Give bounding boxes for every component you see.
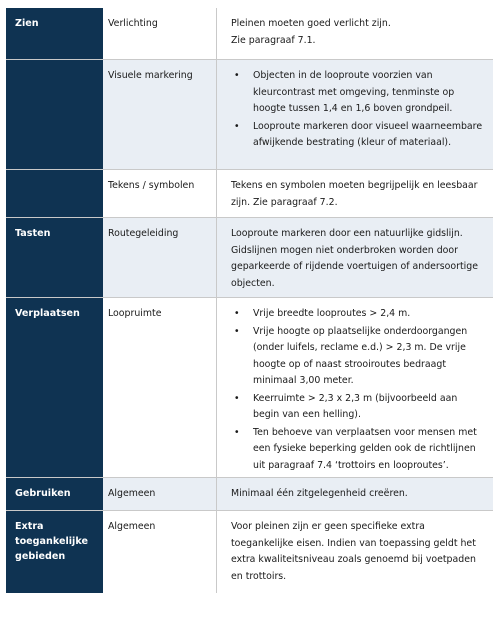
table-row	[6, 298, 493, 478]
subject-cell: Tekens / symbolen	[103, 170, 217, 217]
table-row	[6, 60, 493, 170]
description-cell	[217, 511, 493, 593]
category-cell: Verplaatsen	[6, 298, 103, 477]
bullet-item: • Looproute markeren door visueel waarneembare afwijkende bestrating (kleur of materiaal).	[231, 119, 485, 152]
bullet-list	[231, 68, 485, 152]
bullet-item: • Vrije breedte looproutes > 2,4 m.	[231, 306, 485, 323]
subject-cell: Algemeen	[103, 511, 217, 593]
table-row	[6, 478, 493, 511]
subject-cell: Visuele markering	[103, 60, 217, 169]
table-row	[6, 8, 493, 60]
bullet-item: • Objecten in de looproute voorzien van kleurcontrast met omgeving, tenminste op hoogte tussen 1,4 en 1,6 boven grondpeil.	[231, 68, 485, 118]
description-cell	[217, 170, 493, 217]
description-text: Voor pleinen zijn er geen specifieke extra toegankelijke eisen. Indien van toepassing geldt het extra kwaliteitsniveau zoals genoemd bij voetpaden en trottoirs.	[231, 521, 476, 582]
table-row	[6, 170, 493, 218]
category-cell	[6, 170, 103, 217]
description-text: Zie paragraaf 7.1.	[231, 34, 316, 46]
description-text: Tekens en symbolen moeten begrijpelijk en leesbaar zijn. Zie paragraaf 7.2.	[231, 180, 478, 208]
category-cell: Tasten	[6, 218, 103, 297]
requirements-table	[6, 8, 493, 593]
description-cell	[217, 478, 493, 510]
bullet-item: • Ten behoeve van verplaatsen voor mensen met een fysieke beperking gelden ook de richtlijnen uit paragraaf 7.4 ‘trottoirs en looproutes’.	[231, 425, 485, 475]
description-text: Pleinen moeten goed verlicht zijn.	[231, 18, 391, 29]
subject-cell: Verlichting	[103, 8, 217, 59]
category-cell: Extra toegankelijke gebieden	[6, 511, 103, 593]
category-cell	[6, 60, 103, 169]
description-text: Looproute markeren door een natuurlijke gidslijn. Gidslijnen mogen niet onderbroken worden door geparkeerde of rijdende voertuigen of andersoortige objecten.	[231, 228, 478, 289]
description-text: Minimaal één zitgelegenheid creëren.	[231, 488, 408, 499]
category-cell: Gebruiken	[6, 478, 103, 510]
subject-cell: Algemeen	[103, 478, 217, 510]
bullet-list	[231, 306, 485, 474]
description-cell	[217, 298, 493, 477]
table-row	[6, 511, 493, 593]
bullet-item: • Vrije hoogte op plaatselijke onderdoorgangen (onder luifels, reclame e.d.) > 2,3 m. De vrije hoogte op of naast strooiroutes bedraagt minimaal 3,00 meter.	[231, 324, 485, 390]
description-cell	[217, 8, 493, 59]
table-row	[6, 218, 493, 298]
description-cell	[217, 60, 493, 169]
subject-cell: Routegeleiding	[103, 218, 217, 297]
subject-cell: Loopruimte	[103, 298, 217, 477]
category-cell: Zien	[6, 8, 103, 59]
description-cell	[217, 218, 493, 297]
bullet-item: • Keerruimte > 2,3 x 2,3 m (bijvoorbeeld aan begin van een helling).	[231, 391, 485, 424]
